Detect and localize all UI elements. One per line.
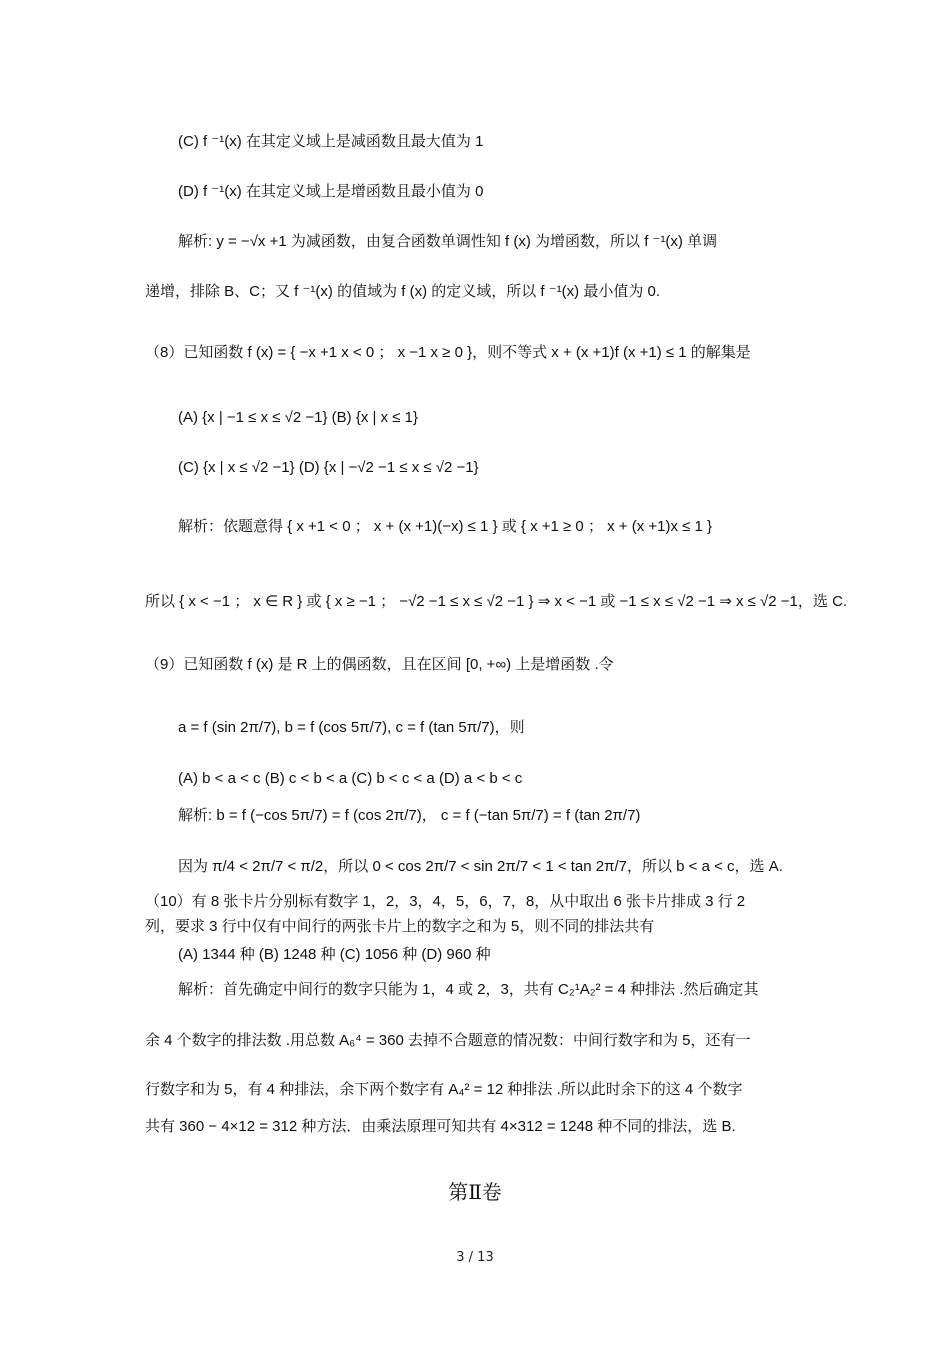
solution-7-line-1: 解析: y = −√x +1 为减函数，由复合函数单调性知 f (x) 为增函数，所以 f ⁻¹(x) 单调 [178,233,718,250]
solution-10-line-2: 余 4 个数字的排法数 .用总数 A₆⁴ = 360 去掉不合题意的情况数：中间行数字和为 5，还有一 [145,1032,751,1049]
solution-8-line-1: 解析：依题意得 { x +1 < 0 ； x + (x +1)(−x) ≤ 1 } 或 { x +1 ≥ 0 ； x + (x +1)x ≤ 1 } [178,518,713,535]
solution-7-line-2: 递增，排除 B、C；又 f ⁻¹(x) 的值域为 f (x) 的定义域，所以 f ⁻¹(x) 最小值为 0. [145,283,660,300]
question-9-line-1: （9）已知函数 f (x) 是 R 上的偶函数，且在区间 [0, +∞) 上是增函数 .令 [145,656,614,673]
solution-9-line-2: 因为 π/4 < 2π/7 < π/2，所以 0 < cos 2π/7 < sin 2π/7 < 1 < tan 2π/7，所以 b < a < c，选 A. [178,858,783,875]
solution-9-line-1: 解析: b = f (−cos 5π/7) = f (cos 2π/7)， c = f (−tan 5π/7) = f (tan 2π/7) [178,807,641,824]
page-number: 3 / 13 [456,1250,494,1265]
question-10-line-1: （10）有 8 张卡片分别标有数字 1，2，3，4，5，6，7，8，从中取出 6 张卡片排成 3 行 2 [145,893,746,910]
question-8: （8）已知函数 f (x) = { −x +1 x < 0 ； x −1 x ≥ 0 }，则不等式 x + (x +1)f (x +1) ≤ 1 的解集是 [145,344,751,361]
options-8-ab: (A) {x | −1 ≤ x ≤ √2 −1} (B) {x | x ≤ 1} [178,409,418,426]
options-8-cd: (C) {x | x ≤ √2 −1} (D) {x | −√2 −1 ≤ x ≤ √2 −1} [178,459,479,476]
options-10: (A) 1344 种 (B) 1248 种 (C) 1056 种 (D) 960 种 [178,946,491,963]
solution-10-line-3: 行数字和为 5，有 4 种排法，余下两个数字有 A₄² = 12 种排法 .所以此时余下的这 4 个数字 [145,1081,743,1098]
solution-10-line-4: 共有 360 − 4×12 = 312 种方法．由乘法原理可知共有 4×312 = 1248 种不同的排法，选 B. [145,1118,736,1135]
solution-10-line-1: 解析：首先确定中间行的数字只能为 1，4 或 2，3，共有 C₂¹A₂² = 4 种排法 .然后确定其 [178,981,759,998]
question-10-line-2: 列，要求 3 行中仅有中间行的两张卡片上的数字之和为 5，则不同的排法共有 [145,918,655,935]
option-7d: (D) f ⁻¹(x) 在其定义域上是增函数且最小值为 0 [178,183,484,200]
question-9-line-2: a = f (sin 2π/7), b = f (cos 5π/7), c = f (tan 5π/7)，则 [178,719,525,736]
section-title: 第Ⅱ卷 [448,1180,502,1204]
solution-8-line-2: 所以 { x < −1 ； x ∈ R } 或 { x ≥ −1 ； −√2 −1 ≤ x ≤ √2 −1 } ⇒ x < −1 或 −1 ≤ x ≤ √2 −1 ⇒ x ≤ √2 −1，选 C. [145,593,848,610]
options-9: (A) b < a < c (B) c < b < a (C) b < c < a (D) a < b < c [178,770,523,787]
option-7c: (C) f ⁻¹(x) 在其定义域上是减函数且最大值为 1 [178,133,484,150]
